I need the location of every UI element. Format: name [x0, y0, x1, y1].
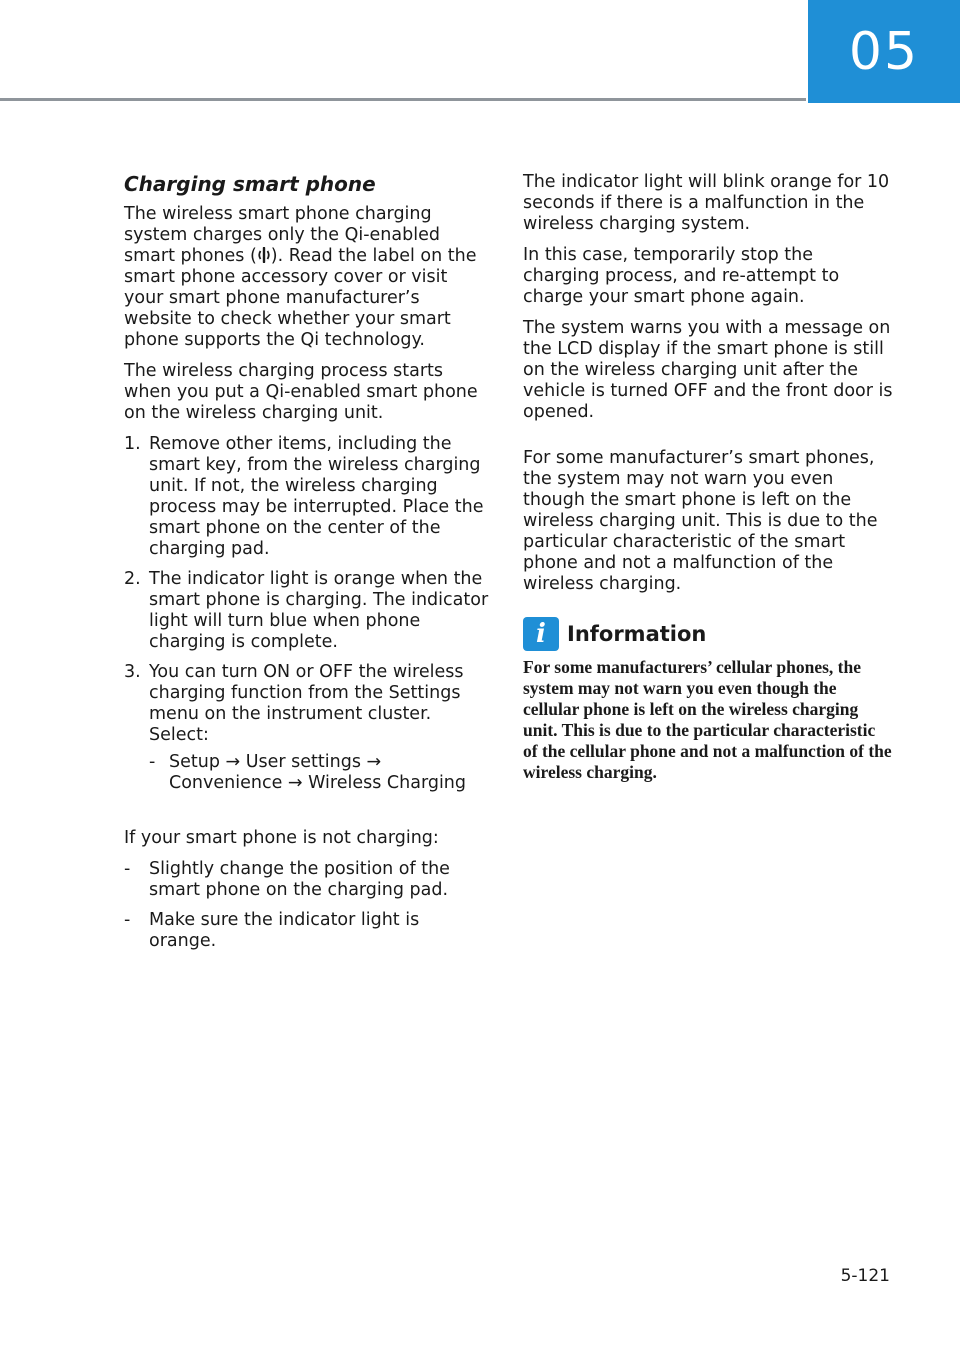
malfunction-paragraph: The indicator light will blink orange for 10 seconds if there is a malfunction in the wireless charging system. [523, 172, 890, 234]
chapter-number: 05 [848, 21, 920, 82]
step-number: 2. [124, 569, 141, 589]
settings-path-line2: Convenience → Wireless Charging [169, 773, 467, 793]
list-item [124, 662, 490, 803]
list-item-text: Make sure the indicator light is orange. [149, 910, 420, 951]
dash-marker: - [124, 910, 131, 930]
retry-paragraph: In this case, temporarily stop the charging process, and re-attempt to charge your smart phone again. [523, 245, 840, 307]
left-column [124, 172, 490, 961]
list-item [124, 859, 490, 901]
settings-path [149, 752, 490, 794]
settings-path-line1: Setup → User settings → [169, 752, 382, 772]
not-charging-list [124, 859, 490, 952]
step-number: 1. [124, 434, 141, 454]
information-text: For some manufacturers’ cellular phones, the system may not warn you even though the cellular phone is left on the wireless charging unit. This is due to the particular characteristic of the cellular phone and not a malfunction of the wireless charging. [523, 657, 892, 782]
dash-marker: - [124, 859, 131, 879]
list-item [124, 910, 490, 952]
intro-paragraph: The wireless smart phone charging system charges only the Qi-enabled smart phones ( ). Read the label on the smart phone accessory cover or visit your smart phone manufacturer’s website to check whether your smart phone supports the Qi technology. [124, 204, 477, 350]
qi-wireless-icon [257, 247, 271, 263]
step-text: Remove other items, including the smart key, from the wireless charging unit. If not, the wireless charging process may be interrupted. Place the smart phone on the center of the charging pad. [149, 434, 484, 559]
page-number: 5-121 [840, 1266, 890, 1286]
dash-marker: - [149, 752, 156, 772]
header-rule [0, 98, 806, 101]
not-charging-intro: If your smart phone is not charging: [124, 828, 439, 848]
right-column [523, 172, 893, 783]
chapter-tab [808, 0, 960, 103]
step-text: You can turn ON or OFF the wireless charging function from the Settings menu on the instrument cluster. Select: [149, 662, 464, 745]
list-item [124, 434, 490, 560]
list-item [149, 752, 490, 794]
charging-start-paragraph: The wireless charging process starts when you put a Qi-enabled smart phone on the wireless charging unit. [124, 361, 478, 423]
information-title: Information [567, 621, 707, 646]
steps-list [124, 434, 490, 803]
warning-paragraph: The system warns you with a message on the LCD display if the smart phone is still on the wireless charging unit after the vehicle is turned OFF and the front door is opened. [523, 318, 893, 422]
manufacturer-paragraph: For some manufacturer’s smart phones, the system may not warn you even though the smart phone is left on the wireless charging unit. This is due to the particular characteristic of the smart phone and not a malfunction of the wireless charging. [523, 448, 878, 594]
information-icon: i [523, 617, 559, 651]
step-text: The indicator light is orange when the smart phone is charging. The indicator light will turn blue when phone charging is complete. [149, 569, 489, 652]
list-item [124, 569, 490, 653]
step-number: 3. [124, 662, 141, 682]
section-title: Charging smart phone [124, 172, 376, 196]
information-box [523, 617, 893, 783]
list-item-text: Slightly change the position of the smart phone on the charging pad. [149, 859, 450, 900]
